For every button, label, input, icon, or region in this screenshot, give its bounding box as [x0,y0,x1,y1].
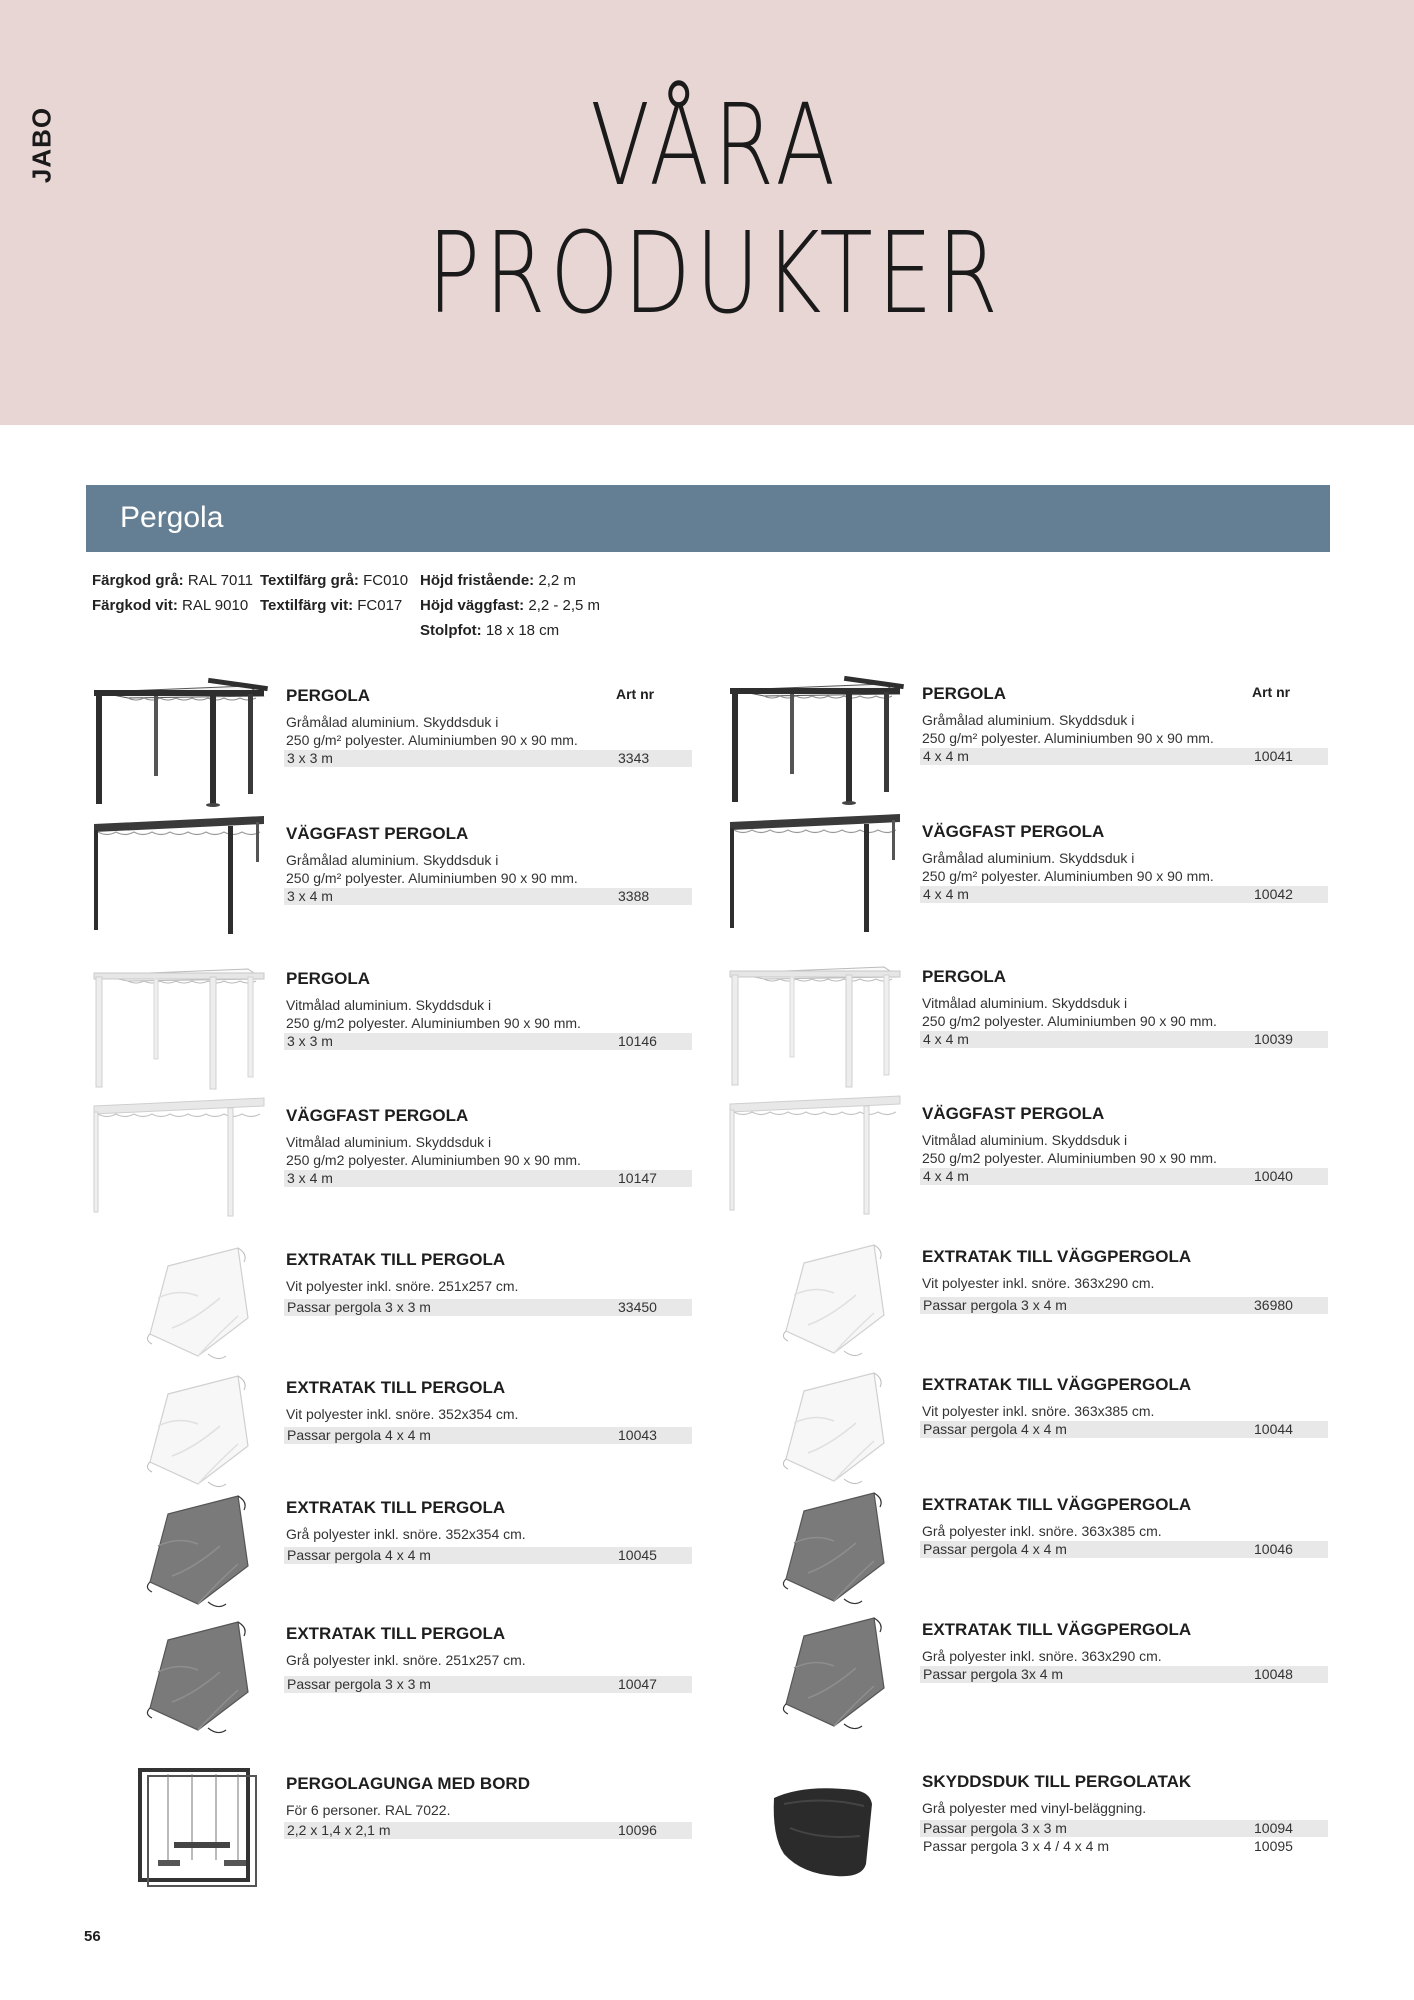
page-number: 56 [84,1928,101,1945]
variant-size: 4 x 4 m [923,886,969,902]
specs-color-codes [92,568,253,618]
product-description: Vitmålad aluminium. Skyddsduk i 250 g/m2 polyester. Aluminiumben 90 x 90 mm. [922,995,1217,1029]
article-number: 10039 [1254,1031,1293,1047]
product-card [88,1238,698,1368]
product-variant-row [920,1838,1328,1855]
variant-size: Passar pergola 3x 4 m [923,1666,1064,1682]
product-card [724,1608,1334,1738]
spec-row: Höjd väggfast: 2,2 - 2,5 m [420,597,601,614]
variant-size: Passar pergola 3 x 3 m [287,1676,431,1692]
variant-size: Passar pergola 3 x 3 m [287,1299,431,1315]
product-description: Gråmålad aluminium. Skyddsduk i 250 g/m² polyester. Aluminiumben 90 x 90 mm. [922,850,1214,884]
variant-size: 3 x 3 m [287,1033,333,1049]
article-number: 10096 [618,1822,657,1838]
product-card [724,808,1334,938]
wall-pergola-grey-image [724,808,909,943]
product-description: Vitmålad aluminium. Skyddsduk i 250 g/m2 polyester. Aluminiumben 90 x 90 mm. [286,1134,581,1168]
article-number: 10095 [1254,1838,1293,1854]
product-card [88,1612,698,1742]
product-variant-row [284,1427,692,1444]
product-name: SKYDDSDUK TILL PERGOLATAK [922,1772,1192,1791]
hero-banner [0,0,1414,425]
spec-row: Höjd fristående: 2,2 m [420,572,576,589]
product-variant-row [284,1299,692,1316]
product-description: Gråmålad aluminium. Skyddsduk i 250 g/m² polyester. Aluminiumben 90 x 90 mm. [286,714,578,748]
product-description: Grå polyester inkl. snöre. 352x354 cm. [286,1526,526,1542]
pergola-grey-image [724,670,909,805]
pergola-white-image [88,955,273,1090]
product-card [88,1760,698,1890]
article-number: 3343 [618,750,650,766]
swing-image [88,1760,273,1895]
roof-grey-image [88,1486,273,1621]
article-number: 10041 [1254,748,1293,764]
product-variant-row [284,888,692,905]
product-name: EXTRATAK TILL PERGOLA [286,1250,506,1269]
variant-size: Passar pergola 4 x 4 m [923,1421,1067,1437]
product-description: Gråmålad aluminium. Skyddsduk i 250 g/m² polyester. Aluminiumben 90 x 90 mm. [922,712,1214,746]
product-variant-row [920,1168,1328,1185]
wall-pergola-white-image [724,1090,909,1225]
variant-size: 4 x 4 m [923,1168,969,1184]
product-description: Vitmålad aluminium. Skyddsduk i 250 g/m2 polyester. Aluminiumben 90 x 90 mm. [922,1132,1217,1166]
article-number: 10094 [1254,1820,1293,1836]
product-name: PERGOLA [286,686,371,705]
article-number: 33450 [618,1299,657,1315]
product-card [724,1090,1334,1220]
art-nr-label: Art nr [616,686,655,702]
article-number: 10046 [1254,1541,1293,1557]
product-variant-row [284,1170,692,1187]
product-card [88,1366,698,1496]
variant-size: 4 x 4 m [923,748,969,764]
product-variant-row [920,886,1328,903]
product-description: Grå polyester inkl. snöre. 363x290 cm. [922,1648,1162,1664]
pergola-white-image [724,953,909,1088]
product-description: Grå polyester inkl. snöre. 251x257 cm. [286,1652,526,1668]
roof-white-image [88,1366,273,1501]
product-card [88,955,698,1085]
spec-row: Textilfärg grå: FC010 [260,572,409,589]
product-card [88,810,698,940]
product-description: Vit polyester inkl. snöre. 363x290 cm. [922,1275,1155,1291]
product-name: PERGOLAGUNGA MED BORD [286,1774,530,1793]
product-variant-row [920,748,1328,765]
product-card [724,1758,1334,1888]
variant-size: Passar pergola 4 x 4 m [287,1427,431,1443]
product-card [724,1235,1334,1365]
article-number: 10042 [1254,886,1293,902]
page-title-line-1: VÅRA [590,81,840,211]
product-description: Vitmålad aluminium. Skyddsduk i 250 g/m2 polyester. Aluminiumben 90 x 90 mm. [286,997,581,1031]
product-variant-row [284,1033,692,1050]
roof-grey-image [724,1608,909,1743]
product-name: PERGOLA [922,967,1007,986]
brand-logo [24,105,60,185]
article-number: 10147 [618,1170,657,1186]
wall-pergola-white-image [88,1092,273,1227]
pergola-grey-image [88,672,273,807]
product-name: EXTRATAK TILL PERGOLA [286,1378,506,1397]
product-name: EXTRATAK TILL PERGOLA [286,1498,506,1517]
product-name: EXTRATAK TILL VÄGGPERGOLA [922,1247,1192,1266]
product-name: VÄGGFAST PERGOLA [286,1106,469,1125]
variant-size: Passar pergola 4 x 4 m [923,1541,1067,1557]
product-card [724,670,1334,800]
product-card [88,1486,698,1616]
product-variant-row [284,1676,692,1693]
variant-size: Passar pergola 3 x 3 m [923,1820,1067,1836]
product-name: EXTRATAK TILL VÄGGPERGOLA [922,1620,1192,1639]
product-description: Vit polyester inkl. snöre. 352x354 cm. [286,1406,519,1422]
product-name: VÄGGFAST PERGOLA [286,824,469,843]
article-number: 10040 [1254,1168,1293,1184]
product-variant-row [284,750,692,767]
variant-size: 3 x 4 m [287,888,333,904]
article-number: 10047 [618,1676,657,1692]
variant-size: 4 x 4 m [923,1031,969,1047]
brand-text: JABO [26,106,57,184]
product-description: Grå polyester inkl. snöre. 363x385 cm. [922,1523,1162,1539]
product-variant-row [920,1666,1328,1683]
product-description: Gråmålad aluminium. Skyddsduk i 250 g/m² polyester. Aluminiumben 90 x 90 mm. [286,852,578,886]
variant-size: 3 x 4 m [287,1170,333,1186]
product-variant-row [920,1297,1328,1314]
article-number: 36980 [1254,1297,1293,1313]
roof-white-image [88,1238,273,1373]
wall-pergola-grey-image [88,810,273,945]
art-nr-label: Art nr [1252,684,1291,700]
product-name: VÄGGFAST PERGOLA [922,822,1105,841]
specs-dimensions [420,568,600,643]
variant-size: 2,2 x 1,4 x 2,1 m [287,1822,391,1838]
roof-grey-image [724,1483,909,1618]
product-name: EXTRATAK TILL PERGOLA [286,1624,506,1643]
product-card [724,1363,1334,1493]
product-card [724,1483,1334,1613]
spec-row: Färgkod grå: RAL 7011 [92,572,253,589]
article-number: 3388 [618,888,650,904]
product-card [88,1092,698,1222]
specs-textile-colors [260,568,408,618]
product-description: Vit polyester inkl. snöre. 251x257 cm. [286,1278,519,1294]
roof-white-image [724,1363,909,1498]
product-description: För 6 personer. RAL 7022. [286,1802,451,1818]
roof-grey-image [88,1612,273,1747]
section-header [86,485,1330,552]
article-number: 10048 [1254,1666,1293,1682]
product-name: EXTRATAK TILL VÄGGPERGOLA [922,1375,1192,1394]
article-number: 10044 [1254,1421,1293,1437]
variant-size: Passar pergola 3 x 4 m [923,1297,1067,1313]
spec-row: Stolpfot: 18 x 18 cm [420,622,560,639]
variant-size: Passar pergola 3 x 4 / 4 x 4 m [923,1838,1109,1854]
product-variant-row [284,1822,692,1839]
product-card [724,953,1334,1083]
product-variant-row [920,1820,1328,1837]
article-number: 10043 [618,1427,657,1443]
product-variant-row [284,1547,692,1564]
product-card [88,672,698,802]
spec-row: Textilfärg vit: FC017 [260,597,403,614]
product-name: EXTRATAK TILL VÄGGPERGOLA [922,1495,1192,1514]
variant-size: 3 x 3 m [287,750,333,766]
spec-row: Färgkod vit: RAL 9010 [92,597,249,614]
product-description: Vit polyester inkl. snöre. 363x385 cm. [922,1403,1155,1419]
page-title-line-2: PRODUKTER [427,209,1003,339]
product-variant-row [920,1541,1328,1558]
cover-dark-image [724,1758,909,1893]
page-title [300,82,1130,338]
roof-white-image [724,1235,909,1370]
article-number: 10045 [618,1547,657,1563]
product-description: Grå polyester med vinyl-beläggning. [922,1800,1147,1816]
product-variant-row [920,1421,1328,1438]
section-title: Pergola [120,501,224,534]
product-variant-row [920,1031,1328,1048]
product-name: VÄGGFAST PERGOLA [922,1104,1105,1123]
variant-size: Passar pergola 4 x 4 m [287,1547,431,1563]
product-name: PERGOLA [922,684,1007,703]
article-number: 10146 [618,1033,657,1049]
product-name: PERGOLA [286,969,371,988]
